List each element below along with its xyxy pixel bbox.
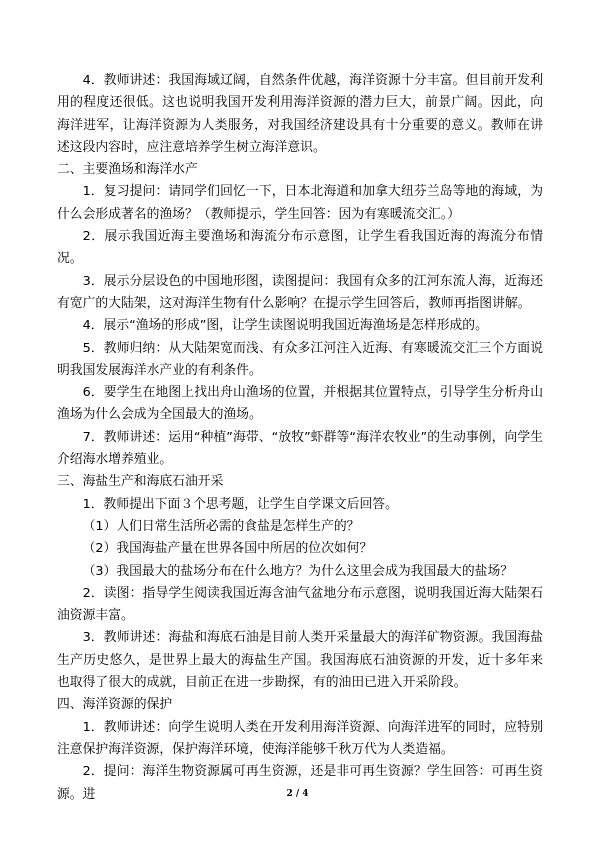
paragraph: 1．教师讲述：向学生说明人类在开发利用海洋资源、向海洋进军的同时，应特别注意保护海洋资源，保护海洋环境，使海洋能够千秋万代为人类造福。 [57,719,543,757]
section-heading: 三、海盐生产和海底石油开采 [57,474,224,490]
paragraph: 5．教师归纳：从大陆架宽而浅、有众多江河注入近海、有寒暖流交汇三个方面说明我国发展海洋水产业的有利条件。 [57,340,543,378]
paragraph: 1．教师提出下面３个思考题，让学生自学课文后回答。 [82,496,398,512]
paragraph: 6．要学生在地图上找出舟山渔场的位置，并根据其位置特点，引导学生分析舟山渔场为什么会成为全国最大的渔场。 [57,385,543,423]
paragraph: 3．展示分层设色的中国地形图，读图提问：我国有众多的江河东流人海，近海还有宽广的大陆架，这对海洋生物有什么影响？在提示学生回答后，教师再指图讲解。 [57,273,543,311]
paragraph: （1）人们日常生活所必需的食盐是怎样生产的？ [82,518,360,534]
section-heading: 二、主要渔场和海洋水产 [57,162,198,178]
section-heading: 四、海洋资源的保护 [57,697,173,713]
paragraph: 2．提问：海洋生物资源属可再生资源，还是非可再生资源？学生回答：可再生资源。进 [57,764,543,802]
paragraph: 2．读图：指导学生阅读我国近海含油气盆地分布示意图，说明我国近海大陆架石油资源丰富。 [57,585,543,624]
paragraph: （3）我国最大的盐场分布在什么地方？为什么这里会成为我国最大的盐场？ [82,563,514,579]
paragraph: 4．教师讲述：我国海域辽阔，自然条件优越，海洋资源十分丰富。但目前开发利用的程度还很低。这也说明我国开发利用海洋资源的潜力巨大，前景广阔。因此，向海洋进军，让海洋资源为人类服务，对我国经济建设具有十分重要的意义。教师在讲述这段内容时，应注意培养学生树立海洋意识。 [57,73,543,155]
paragraph: 1．复习提问：请同学们回忆一下，日本北海道和加拿大纽芬兰岛等地的海域，为什么会形成著名的渔场？（教师提示，学生回答：因为有寒暖流交汇。） [57,184,543,222]
paragraph: 3．教师讲述：海盐和海底石油是目前人类开采量最大的海洋矿物资源。我国海盐生产历史悠久，是世界上最大的海盐生产国。我国海底石油资源的开发，近十多年来也取得了很大的成就，目前正在进一步勘探，有的油田已进入开采阶段。 [57,630,543,691]
paragraph: （2）我国海盐产量在世界各国中所居的位次如何？ [82,541,373,557]
paragraph: 7．教师讲述：运用“种植”海带、“放牧”虾群等“海洋农牧业”的生动事例，向学生介绍海水增养殖业。 [57,429,543,468]
page-number: 2 / 4 [286,789,309,799]
document-body [57,70,543,806]
paragraph: 2．展示我国近海主要渔场和海流分布示意图，让学生看我国近海的海流分布情况。 [57,229,543,267]
paragraph: 4．展示“渔场的形成”图，让学生读图说明我国近海渔场是怎样形成的。 [82,318,488,334]
